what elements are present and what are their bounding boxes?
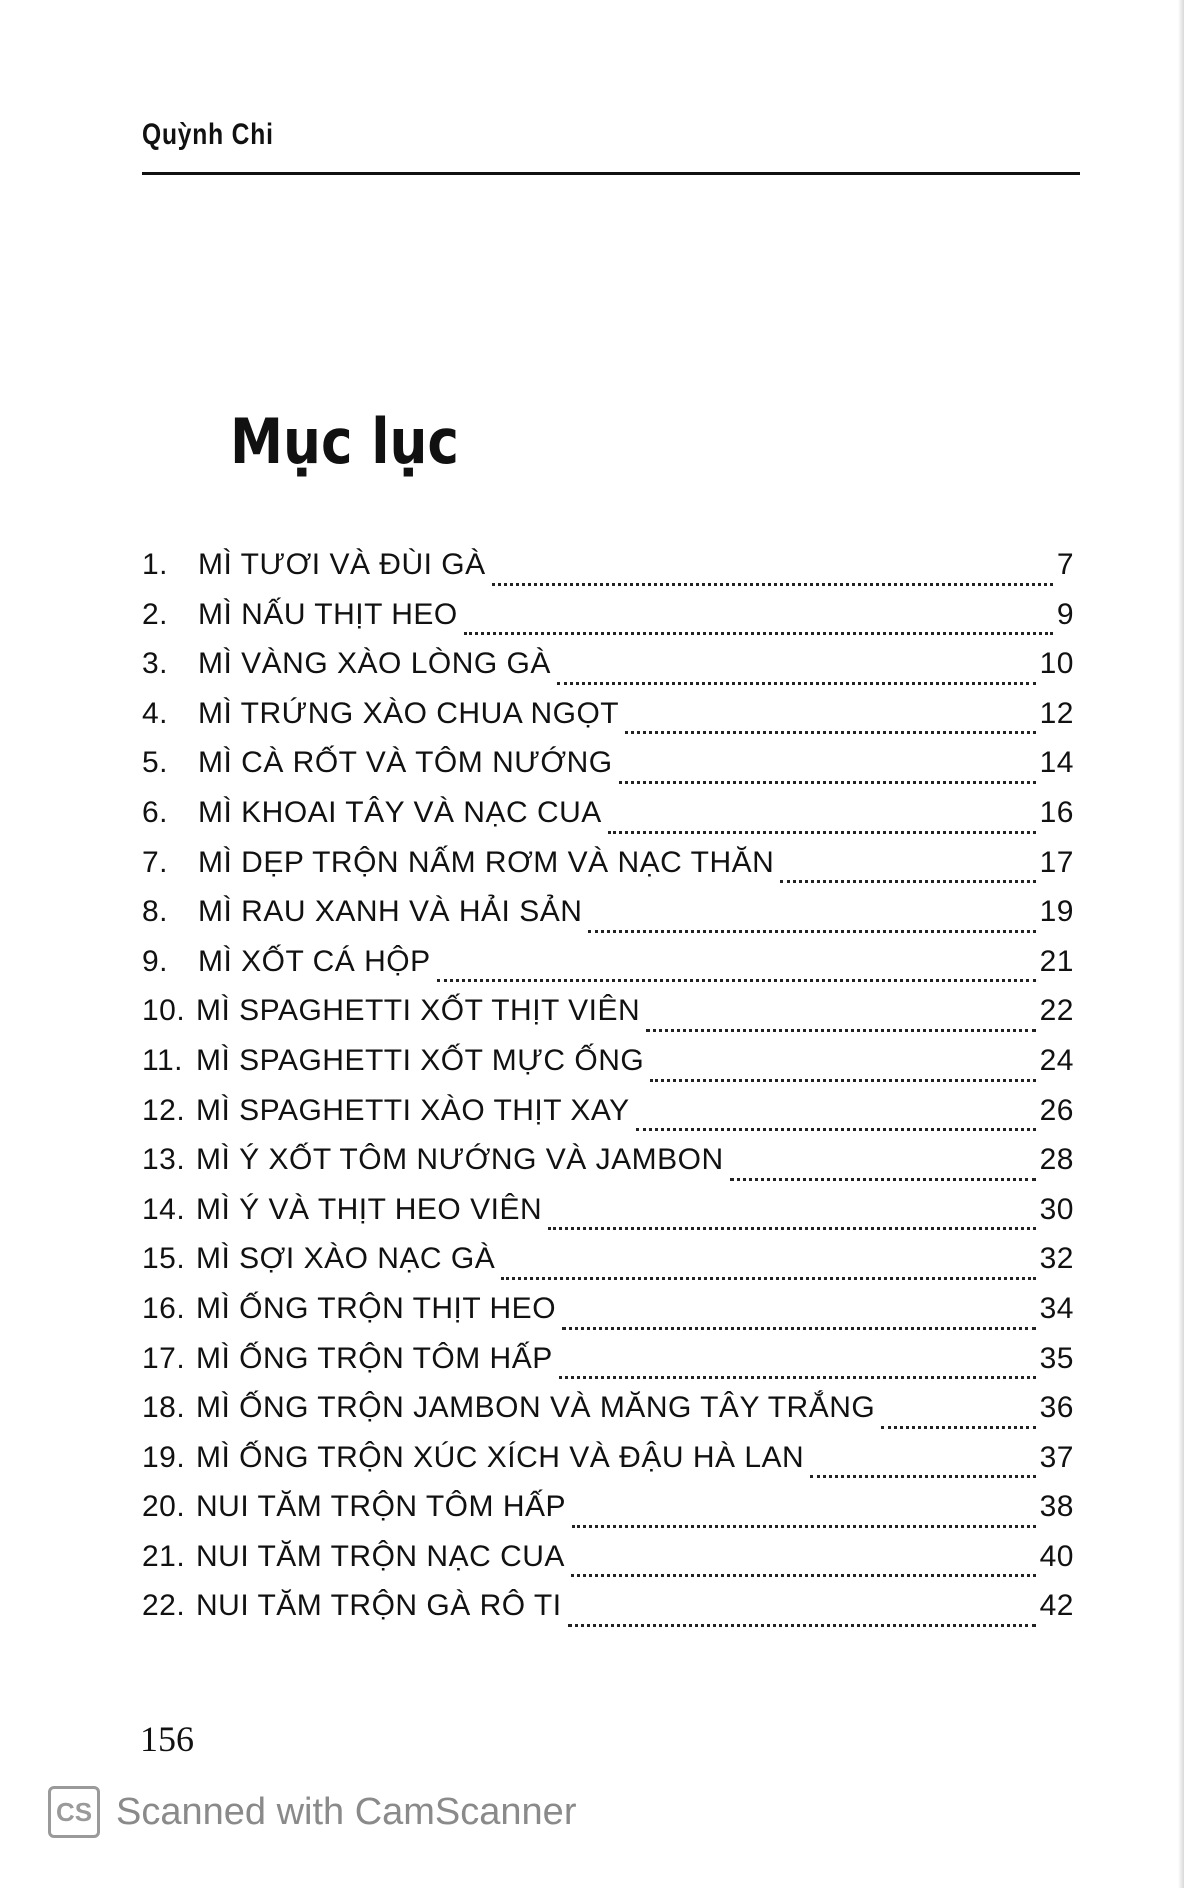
toc-item-page: 38 (1039, 1490, 1074, 1524)
toc-item-number: 7. (142, 845, 169, 879)
scanner-watermark (48, 1786, 576, 1838)
toc-item (142, 796, 1074, 846)
toc-item-page: 21 (1039, 944, 1074, 978)
toc-item-title: NUI TĂM TRỘN GÀ RÔ TI (196, 1589, 562, 1623)
toc-dot-leader (501, 1277, 1035, 1280)
toc-title: Mục lục (230, 405, 460, 478)
toc-item (142, 994, 1074, 1044)
toc-item (142, 1242, 1074, 1292)
toc-item-page: 16 (1039, 795, 1074, 829)
toc-item-number: 4. (142, 696, 169, 730)
toc-item-page: 24 (1039, 1043, 1074, 1077)
toc-item (142, 1490, 1074, 1540)
toc-dot-leader (608, 831, 1036, 834)
toc-dot-leader (562, 1327, 1036, 1330)
toc-item-page: 42 (1039, 1589, 1074, 1623)
toc-dot-leader (464, 632, 1053, 635)
toc-dot-leader (492, 583, 1053, 586)
toc-item-number: 20. (142, 1490, 186, 1524)
toc-item-number: 5. (142, 746, 169, 780)
scanner-watermark-text: Scanned with CamScanner (116, 1790, 577, 1833)
toc-item (142, 746, 1074, 796)
toc-item-page: 19 (1039, 895, 1074, 929)
toc-item-number: 22. (142, 1589, 186, 1623)
toc-dot-leader (557, 682, 1036, 685)
toc-item-number: 10. (142, 994, 186, 1028)
toc-dot-leader (780, 880, 1035, 883)
toc-item-title: MÌ SỢI XÀO NẠC GÀ (196, 1242, 496, 1276)
toc-item-page: 37 (1039, 1440, 1074, 1474)
toc-dot-leader (730, 1178, 1036, 1181)
toc-item (142, 1044, 1074, 1094)
toc-item-title: MÌ TƯƠI VÀ ĐÙI GÀ (198, 548, 486, 581)
camscanner-logo-icon: CS (48, 1786, 100, 1838)
toc-dot-leader (646, 1029, 1035, 1032)
toc-dot-leader (625, 731, 1036, 734)
toc-item-number: 16. (142, 1291, 186, 1325)
toc-item-page: 14 (1039, 746, 1074, 780)
toc-item-number: 14. (142, 1192, 186, 1226)
toc-item-page: 34 (1039, 1291, 1074, 1325)
toc-item (142, 1342, 1074, 1392)
toc-item-title: MÌ ỐNG TRỘN JAMBON VÀ MĂNG TÂY TRẮNG (196, 1391, 876, 1425)
toc-item (142, 548, 1074, 598)
toc-item (142, 647, 1074, 697)
toc-item-number: 6. (142, 795, 169, 829)
toc-item-page: 35 (1039, 1341, 1074, 1375)
toc-dot-leader (619, 781, 1036, 784)
toc-dot-leader (572, 1525, 1036, 1528)
toc-item-page: 30 (1039, 1192, 1074, 1226)
toc-item-number: 21. (142, 1539, 186, 1573)
toc-item (142, 1143, 1074, 1193)
toc-item-page: 9 (1056, 597, 1074, 631)
toc-item-number: 1. (142, 548, 169, 581)
toc-item-number: 17. (142, 1341, 186, 1375)
toc-list (142, 548, 1074, 1639)
toc-item-title: MÌ TRỨNG XÀO CHUA NGỌT (198, 696, 620, 730)
toc-item (142, 598, 1074, 648)
toc-item-number: 15. (142, 1242, 186, 1276)
page-number: 156 (140, 1719, 194, 1759)
toc-item-title: MÌ Ý XỐT TÔM NƯỚNG VÀ JAMBON (196, 1143, 724, 1177)
toc-item-number: 13. (142, 1143, 186, 1177)
toc-item-title: MÌ SPAGHETTI XỐT THỊT VIÊN (196, 994, 641, 1028)
toc-item-number: 19. (142, 1440, 186, 1474)
toc-item-number: 2. (142, 597, 169, 631)
page-edge-shadow (1178, 0, 1184, 1888)
toc-dot-leader (568, 1624, 1036, 1627)
toc-item (142, 1441, 1074, 1491)
toc-item (142, 1094, 1074, 1144)
toc-item (142, 846, 1074, 896)
toc-item-page: 7 (1056, 548, 1074, 581)
toc-dot-leader (810, 1475, 1035, 1478)
toc-dot-leader (559, 1376, 1036, 1379)
toc-item-title: MÌ Ý VÀ THỊT HEO VIÊN (196, 1192, 543, 1226)
toc-item-number: 9. (142, 944, 169, 978)
toc-item-page: 40 (1039, 1539, 1074, 1573)
toc-item-title: MÌ DẸP TRỘN NẤM RƠM VÀ NẠC THĂN (198, 845, 775, 879)
toc-item-title: MÌ ỐNG TRỘN XÚC XÍCH VÀ ĐẬU HÀ LAN (196, 1440, 805, 1474)
header-divider (142, 172, 1080, 175)
toc-item-page: 10 (1039, 647, 1074, 681)
toc-item (142, 1589, 1074, 1639)
toc-item-page: 22 (1039, 994, 1074, 1028)
toc-item (142, 697, 1074, 747)
toc-item-page: 36 (1039, 1391, 1074, 1425)
toc-item (142, 1540, 1074, 1590)
toc-item-number: 18. (142, 1391, 186, 1425)
toc-item (142, 895, 1074, 945)
toc-item-number: 3. (142, 647, 169, 681)
toc-dot-leader (881, 1426, 1035, 1429)
toc-item-title: MÌ SPAGHETTI XÀO THỊT XAY (196, 1093, 630, 1127)
toc-item-title: NUI TĂM TRỘN NẠC CUA (196, 1539, 565, 1573)
toc-item-title: MÌ RAU XANH VÀ HẢI SẢN (198, 895, 583, 929)
toc-item-title: MÌ SPAGHETTI XỐT MỰC ỐNG (196, 1043, 645, 1077)
toc-item-page: 32 (1039, 1242, 1074, 1276)
toc-dot-leader (548, 1227, 1036, 1230)
toc-item-title: NUI TĂM TRỘN TÔM HẤP (196, 1490, 567, 1524)
toc-item-page: 17 (1039, 845, 1074, 879)
toc-item-title: MÌ CÀ RỐT VÀ TÔM NƯỚNG (198, 746, 613, 780)
running-header-author: Quỳnh Chi (142, 118, 274, 151)
toc-item-title: MÌ XỐT CÁ HỘP (198, 944, 431, 978)
toc-item-title: MÌ KHOAI TÂY VÀ NẠC CUA (198, 795, 602, 829)
toc-dot-leader (588, 930, 1035, 933)
toc-dot-leader (437, 979, 1036, 982)
toc-item-page: 28 (1039, 1143, 1074, 1177)
toc-dot-leader (636, 1128, 1036, 1131)
toc-dot-leader (650, 1079, 1035, 1082)
toc-item-title: MÌ ỐNG TRỘN THỊT HEO (196, 1291, 557, 1325)
toc-item-number: 12. (142, 1093, 186, 1127)
toc-dot-leader (571, 1574, 1036, 1577)
toc-item-page: 12 (1039, 696, 1074, 730)
toc-item (142, 945, 1074, 995)
toc-item-title: MÌ VÀNG XÀO LÒNG GÀ (198, 647, 551, 681)
toc-item (142, 1193, 1074, 1243)
toc-item-title: MÌ NẤU THỊT HEO (198, 597, 458, 631)
toc-item-page: 26 (1039, 1093, 1074, 1127)
toc-item-number: 8. (142, 895, 169, 929)
toc-item-number: 11. (142, 1043, 183, 1077)
toc-item (142, 1292, 1074, 1342)
toc-item-title: MÌ ỐNG TRỘN TÔM HẤP (196, 1341, 553, 1375)
toc-item (142, 1391, 1074, 1441)
